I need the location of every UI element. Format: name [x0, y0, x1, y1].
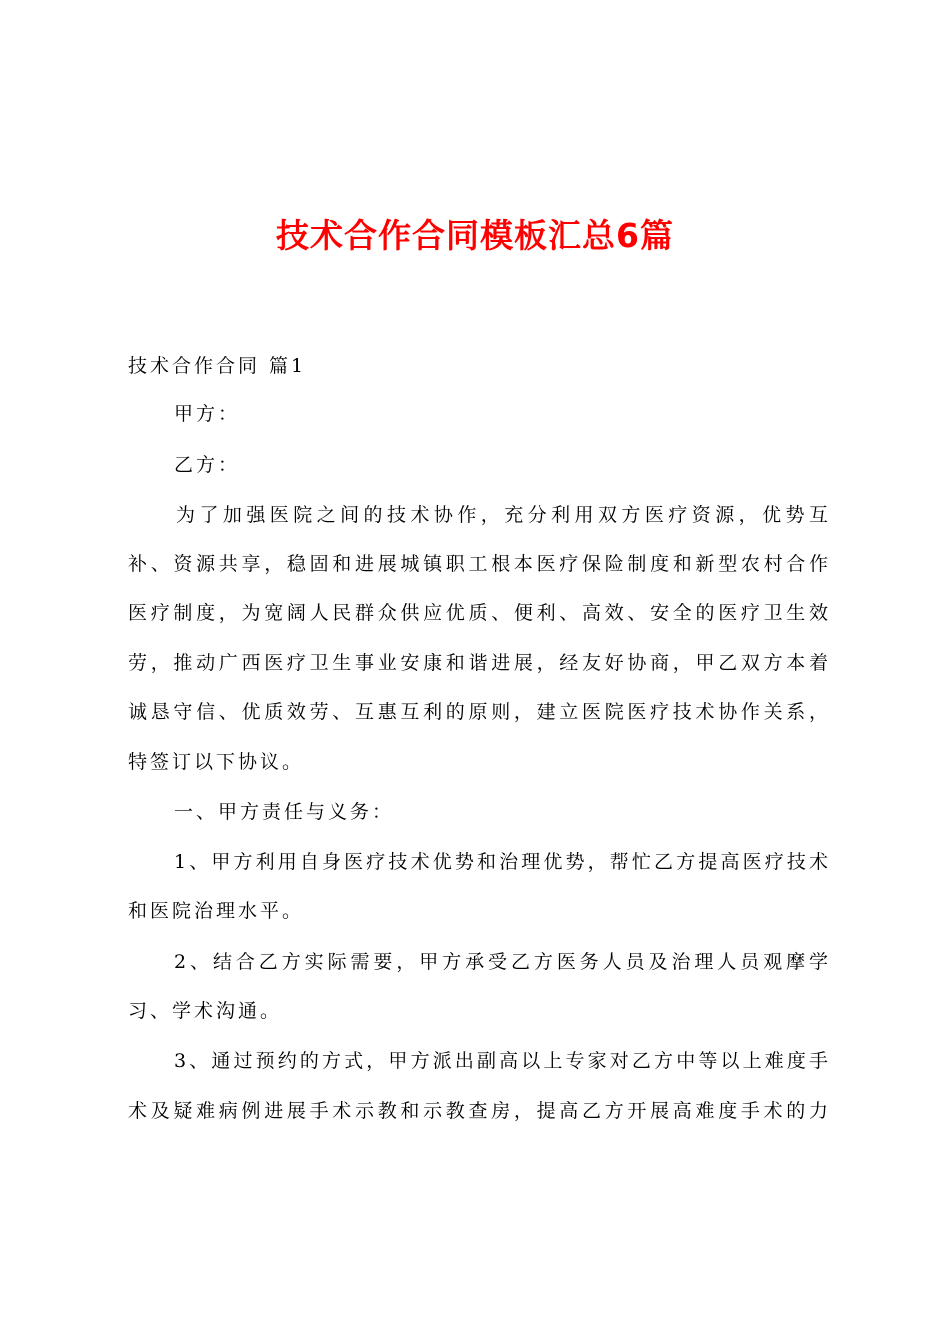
paragraph-line: 特签订以下协议。 — [128, 751, 305, 773]
paragraph-line: 医疗制度，为宽阔人民群众供应优质、便利、高效、安全的医疗卫生效 — [128, 602, 828, 624]
item-1-line: 和医院治理水平。 — [128, 900, 305, 922]
obligations-heading: 一、甲方责任与义务： — [174, 801, 395, 823]
party-a-label: 甲方： — [174, 403, 241, 425]
item-3-line: 术及疑难病例进展手术示教和示教查房，提高乙方开展高难度手术的力 — [128, 1100, 828, 1122]
party-b-label: 乙方： — [174, 454, 241, 476]
item-2-line: 习、学术沟通。 — [128, 1000, 283, 1022]
paragraph-line: 劳，推动广西医疗卫生事业安康和谐进展，经友好协商，甲乙双方本着 — [128, 652, 828, 674]
section-heading: 技术合作合同 篇1 — [128, 355, 307, 377]
item-3-line: 3、通过预约的方式，甲方派出副高以上专家对乙方中等以上难度手 — [174, 1050, 828, 1072]
item-1-line: 1、甲方利用自身医疗技术优势和治理优势，帮忙乙方提高医疗技术 — [174, 851, 828, 873]
paragraph-line: 补、资源共享，稳固和进展城镇职工根本医疗保险制度和新型农村合作 — [128, 553, 828, 575]
paragraph-line: 诚恳守信、优质效劳、互惠互利的原则，建立医院医疗技术协作关系， — [128, 701, 828, 723]
paragraph-line: 为了加强医院之间的技术协作，充分利用双方医疗资源，优势互 — [176, 504, 828, 526]
item-2-line: 2、结合乙方实际需要，甲方承受乙方医务人员及治理人员观摩学 — [174, 951, 828, 973]
document-title: 技术合作合同模板汇总6篇 — [276, 216, 674, 255]
